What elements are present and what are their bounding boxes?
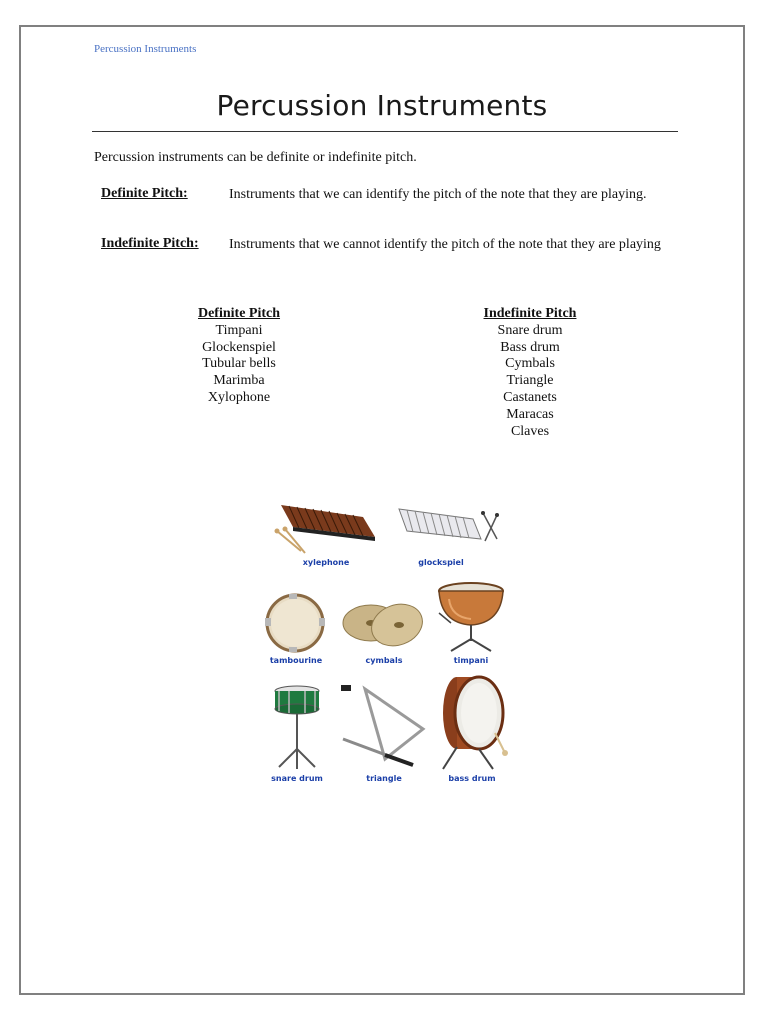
list-item: Maracas: [506, 406, 554, 422]
caption-glockenspiel: glockspiel: [418, 558, 464, 567]
definite-pitch-column: [159, 306, 319, 407]
indefinite-pitch-column: [445, 306, 615, 440]
definition-description: Instruments that we can identify the pitch of the note that they are playing.: [229, 187, 647, 202]
title-rule: [92, 131, 678, 132]
document-page: [19, 25, 745, 995]
snare-drum-image: [267, 683, 327, 771]
list-item: Snare drum: [497, 322, 563, 338]
triangle-image: [339, 683, 429, 771]
tambourine-image: [261, 592, 331, 654]
timpani-image: [435, 579, 507, 655]
glockenspiel-image: [393, 503, 503, 559]
list-item: Bass drum: [500, 339, 560, 355]
column-heading: Indefinite Pitch: [483, 306, 577, 321]
list-item: Triangle: [506, 373, 554, 389]
list-item: Timpani: [215, 322, 263, 338]
cymbals-image: [341, 595, 427, 651]
caption-bass-drum: bass drum: [448, 774, 496, 783]
list-item: Xylophone: [207, 389, 271, 405]
caption-snare-drum: snare drum: [271, 774, 323, 783]
caption-cymbals: cymbals: [365, 656, 403, 665]
definition-term: Definite Pitch:: [101, 186, 188, 201]
caption-triangle: triangle: [366, 774, 402, 783]
list-item: Glockenspiel: [202, 339, 276, 355]
caption-timpani: timpani: [453, 656, 489, 665]
intro-paragraph: Percussion instruments can be definite or indefinite pitch.: [94, 150, 417, 165]
column-heading: Definite Pitch: [197, 306, 281, 321]
definition-description: Instruments that we cannot identify the pitch of the note that they are playing: [229, 237, 661, 252]
list-item: Cymbals: [505, 356, 555, 372]
list-item: Castanets: [503, 389, 557, 405]
list-item: Claves: [510, 423, 550, 439]
bass-drum-image: [435, 673, 509, 771]
list-item: Tubular bells: [202, 356, 276, 372]
definition-term: Indefinite Pitch:: [101, 236, 199, 251]
running-header: Percussion Instruments: [94, 43, 197, 55]
caption-xylophone: xylephone: [302, 558, 350, 567]
xylophone-image: [271, 495, 381, 559]
caption-tambourine: tambourine: [269, 656, 323, 665]
list-item: Marimba: [213, 373, 265, 389]
page-title: Percussion Instruments: [216, 89, 548, 122]
